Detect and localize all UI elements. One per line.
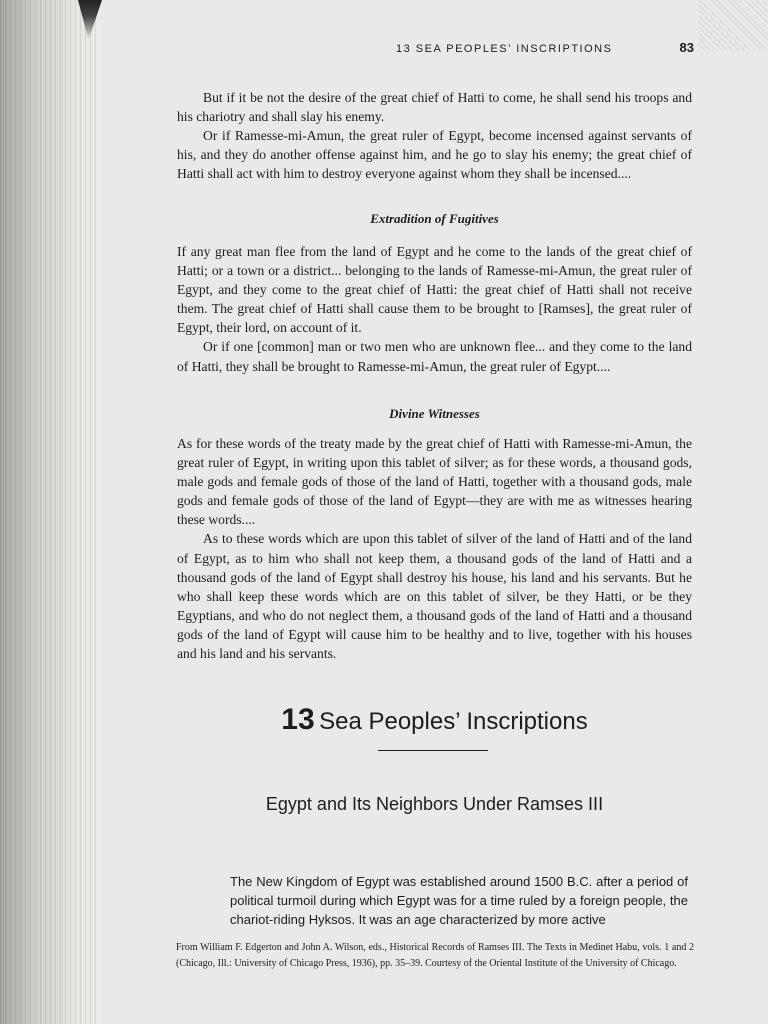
credit-text: From William F. Edgerton and John A. Wilson, eds., Historical Records of Ramses III. The Texts in Medinet Habu, vols. 1 and 2 (Chicago, Ill.: University of Chicago Press, 1936), pp. 35–39. Courtesy of the Oriental Institute of the University of Chicago. bbox=[176, 942, 694, 969]
chapter-title-text: Sea Peoples’ Inscriptions bbox=[319, 708, 588, 735]
chapter-subtitle: Egypt and Its Neighbors Under Ramses III bbox=[265, 794, 604, 814]
chapter-intro bbox=[230, 872, 688, 929]
paragraph: Or if one [common] man or two men who are unknown flee... and they come to the land of Hatti, they shall be brought to Ramesse-mi-Amun, the great ruler of Egypt.... bbox=[177, 339, 692, 374]
title-rule bbox=[378, 750, 488, 751]
source-credit bbox=[176, 940, 694, 972]
intro-paragraph: The New Kingdom of Egypt was established around 1500 B.C. after a period of political turmoil during which Egypt was for a time ruled by a foreign people, the chariot-riding Hyksos. It was an age characterized by more active bbox=[230, 874, 688, 927]
section-heading-witnesses: Divine Witnesses bbox=[389, 406, 480, 421]
paragraph: As to these words which are upon this tablet of silver of the land of Hatti and of the land of Egypt, as to him who shall not keep them, a thousand gods of the land of Hatti and a thousand gods of the land of Egypt shall destroy his house, his land and his servants. But he who shall keep these words which are on this tablet of silver, be they Hatti, or be they Egyptians, and who do not neglect them, a thousand gods of the land of Hatti and a thousand gods of the land of Egypt will cause him to be healthy and to live, together with his houses and his land and his servants. bbox=[177, 531, 692, 662]
running-head bbox=[396, 40, 696, 60]
chapter-title bbox=[177, 703, 692, 737]
opening-paragraphs bbox=[177, 88, 692, 183]
running-head-title: 13 SEA PEOPLES’ INSCRIPTIONS bbox=[396, 43, 613, 55]
paragraph: If any great man flee from the land of Egypt and he come to the lands of the great chief of Hatti; or a town or a district... belonging to the lands of Ramesse-mi-Amun, the great ruler of Egypt, and they come to the great chief of Hatti: the great chief of Hatti shall not receive them. The great chief of Hatti shall cause them to be brought to [Ramses], the great ruler of Egypt, their lord, on account of it. bbox=[177, 244, 692, 336]
paragraph: Or if Ramesse-mi-Amun, the great ruler of Egypt, become incensed against servants of his, and they do another offense against him, and he go to slay his enemy; the great chief of Hatti shall act with him to destroy everyone against whom they shall be incensed.... bbox=[177, 128, 692, 182]
paragraph: But if it be not the desire of the great chief of Hatti to come, he shall send his troops and his chariotry and shall slay his enemy. bbox=[177, 90, 692, 125]
extradition-paragraphs bbox=[177, 242, 692, 376]
chapter-number: 13 bbox=[281, 703, 315, 736]
paragraph: As for these words of the treaty made by the great chief of Hatti with Ramesse-mi-Amun, the great ruler of Egypt, in writing upon this tablet of silver; as for these words, a thousand gods, male gods and female gods of those of the land of Hatti, together with a thousand gods, male gods and female gods of those of the land of Egypt—they are with me as witnesses hearing these words.... bbox=[177, 436, 692, 528]
page-number: 83 bbox=[679, 40, 694, 55]
section-heading-extradition: Extradition of Fugitives bbox=[370, 211, 499, 226]
witnesses-paragraphs bbox=[177, 434, 692, 663]
